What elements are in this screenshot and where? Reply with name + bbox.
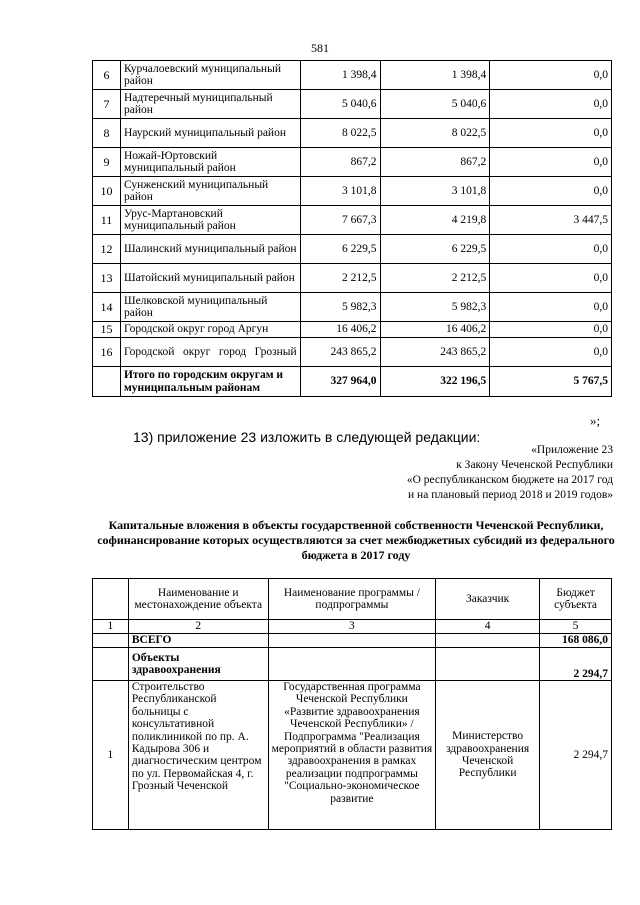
table-row — [93, 119, 612, 148]
document-title: Капитальные вложения в объекты государственной собственности Чеченской Республики, софинансирование которых осуществляются за счет межбюджетных субсидий из федерального бюджета в 2017 году — [97, 518, 615, 562]
value-total: 16 406,2 — [300, 322, 380, 338]
closing-quote: »; — [590, 413, 601, 428]
row-number: 12 — [93, 235, 121, 264]
table-row — [93, 90, 612, 119]
value-2: 5 040,6 — [380, 90, 490, 119]
group-row — [93, 648, 612, 681]
total-value-1: 327 964,0 — [300, 367, 380, 397]
value-3: 0,0 — [490, 293, 612, 322]
total-row — [93, 367, 612, 397]
district-name: Шелковской муниципальный район — [120, 293, 300, 322]
object-name: Строительство Республиканской больницы с консультативной поликлиникой по пр. А. Кадырова 306 и диагностическим центром по ул. Первомайская 4, г. Грозный Чеченской — [128, 681, 268, 830]
district-name: Курчалоевский муниципальный район — [120, 61, 300, 90]
amendment-item-13: 13) приложение 23 изложить в следующей редакции: — [133, 429, 481, 445]
value-total: 243 865,2 — [300, 338, 380, 367]
empty-cell — [268, 648, 436, 681]
district-name: Шалинский муниципальный район — [120, 235, 300, 264]
table-row — [93, 338, 612, 367]
value-2: 243 865,2 — [380, 338, 490, 367]
value-2: 6 229,5 — [380, 235, 490, 264]
row-number: 1 — [93, 681, 129, 830]
program-name: Государственная программа Чеченской Республики «Развитие здравоохранения Чеченской Республики» / Подпрограмма "Реализация мероприятий в области развития здравоохранения в рамках реализации подпрограммы "Социально-экономическое развитие — [268, 681, 436, 830]
value-3: 0,0 — [490, 177, 612, 206]
table-row — [93, 61, 612, 90]
value-2: 3 101,8 — [380, 177, 490, 206]
value-3: 0,0 — [490, 148, 612, 177]
customer-name: Министерство здравоохранения Чеченской Республики — [436, 681, 540, 830]
column-index: 1 — [93, 620, 129, 634]
row-number: 8 — [93, 119, 121, 148]
district-name: Шатойский муниципальный район — [120, 264, 300, 293]
value-2: 1 398,4 — [380, 61, 490, 90]
group-value: 2 294,7 — [540, 648, 612, 681]
empty-cell — [268, 634, 436, 648]
appendix-line-1: «Приложение 23 — [531, 444, 613, 456]
row-number: 6 — [93, 61, 121, 90]
value-total: 867,2 — [300, 148, 380, 177]
value-total: 7 667,3 — [300, 206, 380, 235]
value-3: 0,0 — [490, 90, 612, 119]
table-row — [93, 206, 612, 235]
table-row — [93, 148, 612, 177]
total-value-3: 5 767,5 — [490, 367, 612, 397]
column-index: 4 — [436, 620, 540, 634]
appendix-line-4: и на плановый период 2018 и 2019 годов» — [408, 489, 613, 501]
districts-table — [92, 60, 612, 397]
district-name: Городской округ город Грозный — [120, 338, 300, 367]
header-customer: Заказчик — [436, 579, 540, 620]
header-no — [93, 579, 129, 620]
header-object: Наименование и местонахождение объекта — [128, 579, 268, 620]
header-budget: Бюджет субъекта — [540, 579, 612, 620]
value-3: 0,0 — [490, 338, 612, 367]
district-name: Ножай-Юртовский муниципальный район — [120, 148, 300, 177]
row-number: 14 — [93, 293, 121, 322]
value-total: 2 212,5 — [300, 264, 380, 293]
value-total: 6 229,5 — [300, 235, 380, 264]
table-row — [93, 293, 612, 322]
row-number: 10 — [93, 177, 121, 206]
group-label: Объекты здравоохранения — [128, 648, 268, 681]
column-index: 2 — [128, 620, 268, 634]
value-total: 5 040,6 — [300, 90, 380, 119]
appendix-line-2: к Закону Чеченской Республики — [456, 459, 613, 471]
value-3: 3 447,5 — [490, 206, 612, 235]
value-3: 0,0 — [490, 235, 612, 264]
empty-cell — [93, 648, 129, 681]
empty-cell — [436, 634, 540, 648]
value-total: 3 101,8 — [300, 177, 380, 206]
page-number: 581 — [311, 41, 329, 55]
empty-cell — [436, 648, 540, 681]
district-name: Городской округ город Аргун — [120, 322, 300, 338]
value-total: 5 982,3 — [300, 293, 380, 322]
district-name: Надтеречный муниципальный район — [120, 90, 300, 119]
row-number: 15 — [93, 322, 121, 338]
row-number: 11 — [93, 206, 121, 235]
value-total: 8 022,5 — [300, 119, 380, 148]
value-2: 8 022,5 — [380, 119, 490, 148]
row-number: 13 — [93, 264, 121, 293]
value-3: 0,0 — [490, 264, 612, 293]
value-2: 2 212,5 — [380, 264, 490, 293]
table-row — [93, 235, 612, 264]
value-3: 0,0 — [490, 322, 612, 338]
value-total: 1 398,4 — [300, 61, 380, 90]
row-number: 7 — [93, 90, 121, 119]
district-name: Сунженский муниципальный район — [120, 177, 300, 206]
row-number: 9 — [93, 148, 121, 177]
header-row — [93, 579, 612, 620]
column-index-row — [93, 620, 612, 634]
value-3: 0,0 — [490, 119, 612, 148]
district-name: Наурский муниципальный район — [120, 119, 300, 148]
empty-cell — [93, 367, 121, 397]
column-index: 5 — [540, 620, 612, 634]
budget-value: 2 294,7 — [540, 681, 612, 830]
total-label: Итого по городским округам и муниципальным районам — [120, 367, 300, 397]
table-row — [93, 681, 612, 830]
capital-investments-table — [92, 578, 612, 830]
appendix-header — [407, 443, 613, 503]
total-value: 168 086,0 — [540, 634, 612, 648]
district-name: Урус-Мартановский муниципальный район — [120, 206, 300, 235]
value-3: 0,0 — [490, 61, 612, 90]
value-2: 4 219,8 — [380, 206, 490, 235]
table-row — [93, 177, 612, 206]
table-row — [93, 322, 612, 338]
column-index: 3 — [268, 620, 436, 634]
value-2: 5 982,3 — [380, 293, 490, 322]
row-number: 16 — [93, 338, 121, 367]
total-row — [93, 634, 612, 648]
total-label: ВСЕГО — [128, 634, 268, 648]
table-row — [93, 264, 612, 293]
total-value-2: 322 196,5 — [380, 367, 490, 397]
value-2: 16 406,2 — [380, 322, 490, 338]
header-program: Наименование программы / подпрограммы — [268, 579, 436, 620]
value-2: 867,2 — [380, 148, 490, 177]
appendix-line-3: «О республиканском бюджете на 2017 год — [406, 474, 613, 486]
empty-cell — [93, 634, 129, 648]
